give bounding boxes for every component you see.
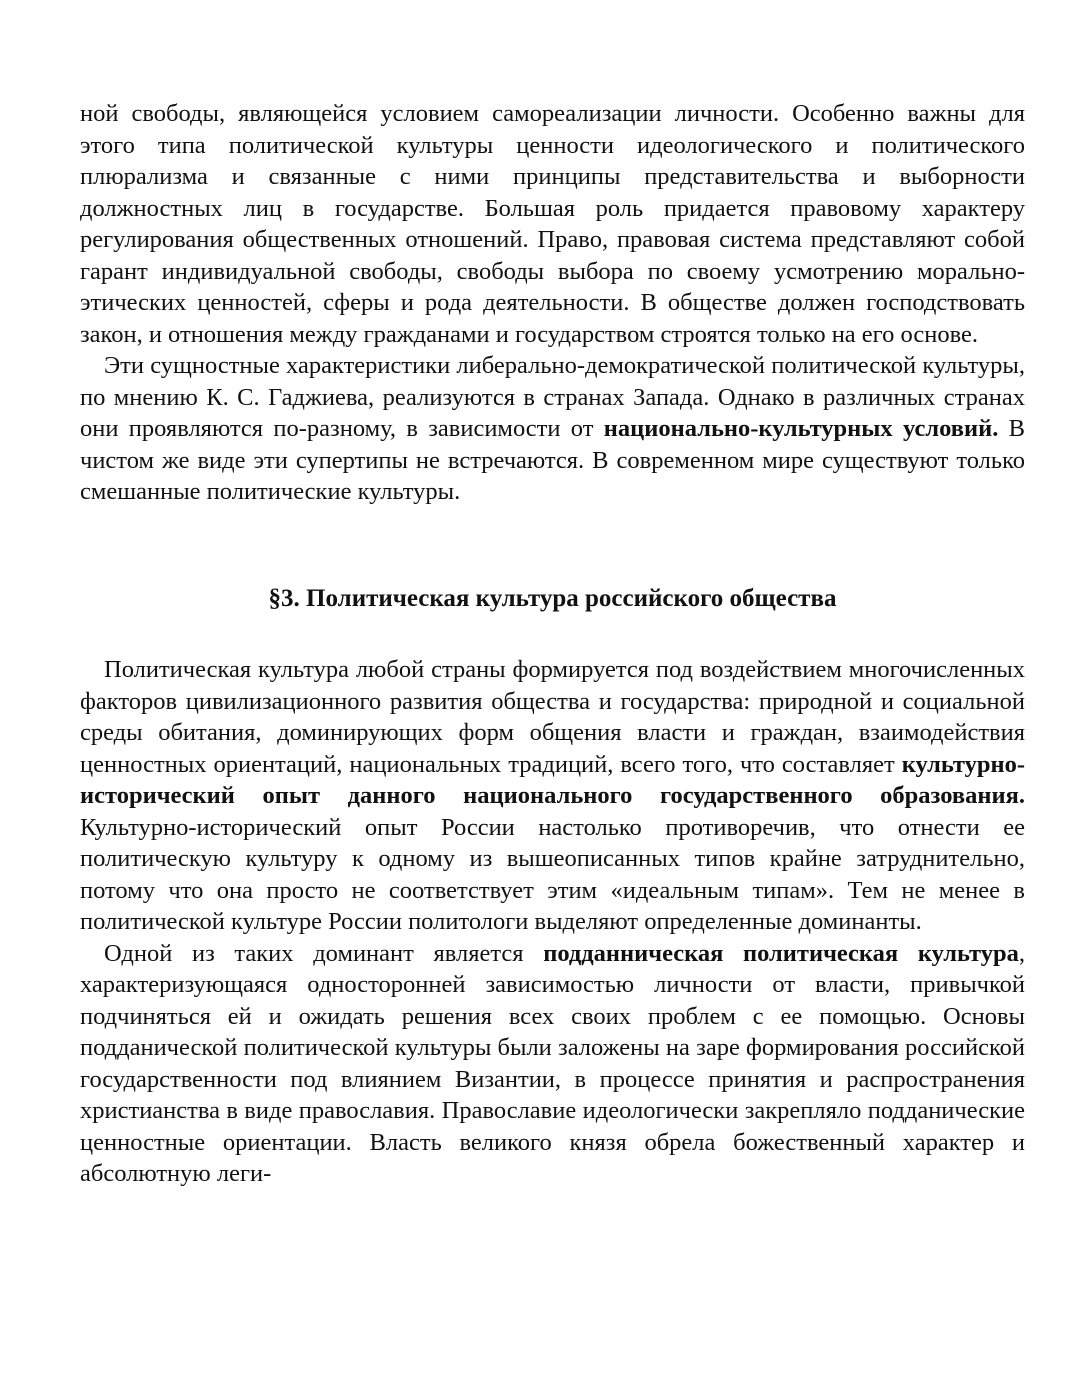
text-run: В чистом же виде эти супертипы не встречаются. В современном мире существуют только смешанные политические культуры. <box>80 415 1025 505</box>
bold-term: культурно-исторический опыт данного национального государственного образования. <box>80 750 1025 809</box>
text-run: Одной из таких доминант является <box>104 939 544 967</box>
section-heading: §3. Политическая культура российского общества <box>268 584 837 612</box>
text-block-top <box>80 98 1025 508</box>
text-run: ной свободы, являющейся условием самореализации личности. Особенно важны для этого типа политической культуры ценности идеологического и политического плюрализма и связанные с ними принципы представительства и выборности должностных лиц в государстве. Большая роль придается правовому характеру регулирования общественных отношений. Право, правовая система представляют собой гарант индивидуальной свободы, свободы выбора по своему усмотрению морально-этических ценностей, сферы и рода деятельности. В обществе должен господствовать закон, и отношения между гражданами и государством строятся только на его основе. <box>80 100 1025 348</box>
bold-term: национально-культурных условий. <box>603 415 999 442</box>
paragraph <box>80 938 1025 1190</box>
text-run: , характеризующаяся односторонней зависимостью личности от власти, привычкой подчиняться ей и ожидать решения всех своих проблем с ее помощью. Основы подданической политической культуры были заложены на заре формирования российской государственности под влиянием Византии, в процессе принятия и распространения христианства в виде православия. Православие идеологически закрепляло подданические ценностные ориентации. Власть великого князя обрела божественный характер и абсолютную леги- <box>80 939 1025 1187</box>
paragraph <box>80 350 1025 508</box>
text-run: Эти сущностные характеристики либерально-демократической политической культуры, по мнению К. С. Гаджиева, реализуются в странах Запада. Однако в различных странах они проявляются по-разному, в зависимости от <box>80 352 1025 442</box>
text-run: Политическая культура любой страны формируется под воздействием многочисленных факторов цивилизационного развития общества и государства: природной и социальной среды обитания, доминирующих форм общения власти и граждан, взаимодействия ценностных ориентаций, национальных традиций, всего того, что составляет <box>80 656 1025 778</box>
document-page <box>80 98 1025 1190</box>
text-block-bottom <box>80 654 1025 1190</box>
paragraph <box>80 654 1025 938</box>
text-run: Культурно-исторический опыт России настолько противоречив, что отнести ее политическую культуру к одному из вышеописанных типов крайне затруднительно, потому что она просто не соответствует этим «идеальным типам». Тем не менее в политической культуре России политологи выделяют определенные доминанты. <box>80 813 1025 935</box>
paragraph <box>80 98 1025 350</box>
bold-term: подданническая политическая культура <box>543 939 1019 967</box>
